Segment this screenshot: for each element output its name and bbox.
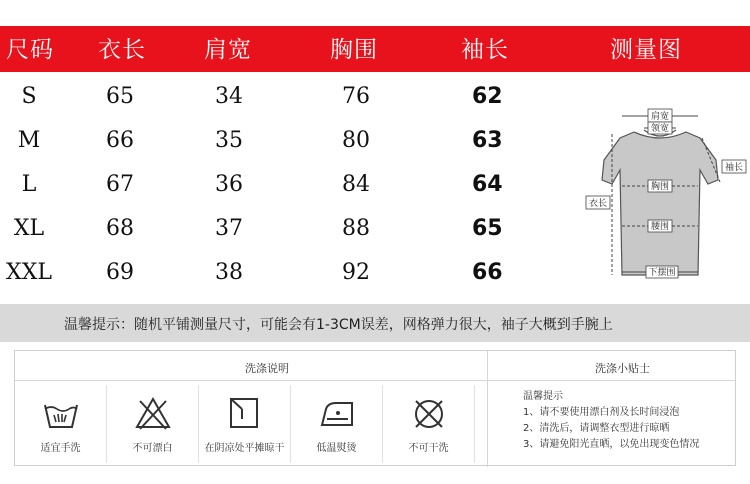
cell-length: 69 (106, 260, 134, 285)
label-hem: 下摆围 (648, 268, 676, 278)
cell-sleeve: 64 (472, 172, 503, 197)
shirt-shape (602, 132, 718, 275)
care-label: 不可干洗 (408, 443, 449, 454)
label-chest: 胸围 (650, 182, 670, 192)
label-shoulder: 肩宽 (650, 112, 670, 122)
header-diagram: 测量图 (610, 37, 682, 63)
cell-size: S (21, 84, 37, 109)
care-divider (487, 351, 488, 467)
care-header (15, 351, 735, 381)
cell-sleeve: 66 (472, 260, 503, 285)
list-item: 2、清洗后，请调整衣型进行晾晒 (523, 423, 670, 434)
line-dry-shade-icon (226, 395, 264, 433)
care-label: 在阴凉处平摊晾干 (204, 443, 285, 454)
label-sleeve: 袖长 (724, 163, 744, 173)
cell-size: XL (13, 216, 45, 241)
cell-sleeve: 65 (472, 216, 503, 241)
cell-shoulder: 36 (215, 172, 243, 197)
cell-length: 65 (106, 84, 134, 109)
cell-chest: 84 (342, 172, 370, 197)
cell-size: M (17, 128, 41, 153)
no-dry-clean-icon (410, 395, 448, 433)
cell-shoulder: 34 (215, 84, 243, 109)
header-chest: 胸围 (330, 37, 378, 63)
cell-sleeve: 63 (472, 128, 503, 153)
care-label: 适宜手洗 (40, 443, 81, 454)
cell-chest: 92 (342, 260, 370, 285)
cell-chest: 88 (342, 216, 370, 241)
cell-size: L (21, 172, 37, 197)
care-tips-title: 洗涤小贴士 (595, 362, 650, 375)
tip-text: 温馨提示：随机平铺测量尺寸，可能会有1-3CM误差，网格弹力很大，袖子大概到手腕上 (64, 317, 613, 333)
cell-chest: 76 (342, 84, 370, 109)
care-label: 低温熨烫 (316, 443, 357, 454)
label-waist: 腰围 (650, 222, 670, 232)
list-item: 温馨提示 (523, 391, 563, 402)
cell-length: 67 (106, 172, 134, 197)
table-row (0, 254, 575, 298)
low-iron-icon (318, 395, 356, 433)
care-item-no-bleach (107, 385, 199, 463)
care-tips-list (523, 389, 699, 453)
header-size: 尺码 (6, 37, 54, 63)
care-item-line-dry (199, 385, 291, 463)
cell-shoulder: 37 (215, 216, 243, 241)
cell-sleeve: 62 (472, 84, 503, 109)
care-title: 洗涤说明 (245, 362, 289, 375)
cell-chest: 80 (342, 128, 370, 153)
header-sleeve: 袖长 (461, 37, 509, 63)
care-item-low-iron (291, 385, 383, 463)
table-row (0, 210, 575, 254)
size-table-header (0, 26, 750, 72)
table-row (0, 122, 575, 166)
table-row (0, 166, 575, 210)
header-shoulder: 肩宽 (204, 37, 252, 63)
list-item: 3、请避免阳光直晒，以免出现变色情况 (523, 439, 700, 450)
header-length: 衣长 (98, 37, 146, 63)
cell-shoulder: 35 (215, 128, 243, 153)
cell-length: 68 (106, 216, 134, 241)
care-section (14, 350, 736, 466)
table-row (0, 78, 575, 122)
list-item: 1、请不要使用漂白剂及长时间浸泡 (523, 407, 680, 418)
care-item-no-dry-clean (383, 385, 475, 463)
care-label: 不可漂白 (132, 443, 173, 454)
care-item-hand-wash (15, 385, 107, 463)
cell-size: XXL (6, 260, 52, 285)
label-collar: 领宽 (650, 124, 670, 134)
t-shirt-diagram-icon (582, 100, 750, 290)
cell-length: 66 (106, 128, 134, 153)
tip-banner (0, 304, 750, 342)
measurement-diagram (582, 100, 750, 290)
no-bleach-icon (134, 395, 172, 433)
hand-wash-icon (42, 395, 80, 433)
label-length: 衣长 (588, 199, 608, 209)
cell-shoulder: 38 (215, 260, 243, 285)
